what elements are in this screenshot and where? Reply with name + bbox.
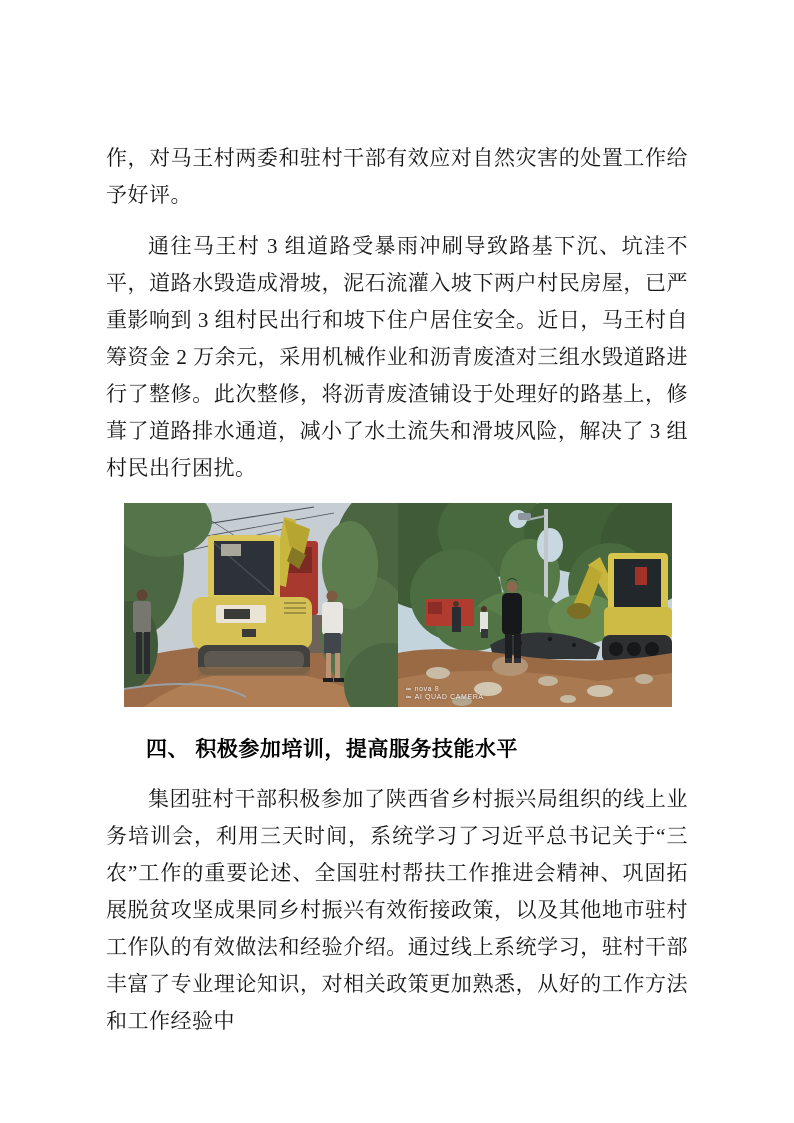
camera-brand-logo-icon: ∞ <box>406 686 412 693</box>
photo-row <box>124 503 672 707</box>
paragraph-training: 集团驻村干部积极参加了陕西省乡村振兴局组织的线上业务培训会，利用三天时间，系统学习了习近平总书记关于“三农”工作的重要论述、全国驻村帮扶工作推进会精神、巩固拓展脱贫攻坚成果同乡村振兴有效衔接政策，以及其他地市驻村工作队的有效做法和经验介绍。通过线上系统学习，驻村干部丰富了专业理论知识，对相关政策更加熟悉，从好的工作方法和工作经验中 <box>106 787 688 1033</box>
camera-watermark <box>406 686 484 702</box>
watermark-device-line <box>406 686 484 694</box>
photo-left-excavator-road-repair <box>124 503 398 707</box>
paragraph-road-repair: 通往马王村 3 组道路受暴雨冲刷导致路基下沉、坑洼不平，道路水毁造成滑坡，泥石流灌入坡下两户村民房屋，已严重影响到 3 组村民出行和坡下住户居住安全。近日，马王村自筹资金 2 万余元，采用机械作业和沥青废渣对三组水毁道路进行了整修。此次整修，将沥青废渣铺设于处理好的路基上，修葺了道路排水通道，减小了水土流失和滑坡风险，解决了 3 组村民出行困扰。 <box>106 234 688 480</box>
excavator-worksite-illustration <box>398 503 672 707</box>
paragraph-flood-response: 作，对马王村两委和驻村干部有效应对自然灾害的处置工作给予好评。 <box>106 146 688 207</box>
watermark-camera-text: AI QUAD CAMERA <box>414 694 484 701</box>
watermark-camera-line <box>406 694 484 702</box>
section-heading-4: 四、 积极参加培训，提高服务技能水平 <box>146 738 518 761</box>
photo-right-excavator-worksite <box>398 503 672 707</box>
document-content <box>106 140 688 1054</box>
excavator-road-illustration <box>124 503 398 707</box>
camera-brand-logo-icon: ∞ <box>406 694 412 701</box>
watermark-device-text: nova 8 <box>414 686 440 693</box>
